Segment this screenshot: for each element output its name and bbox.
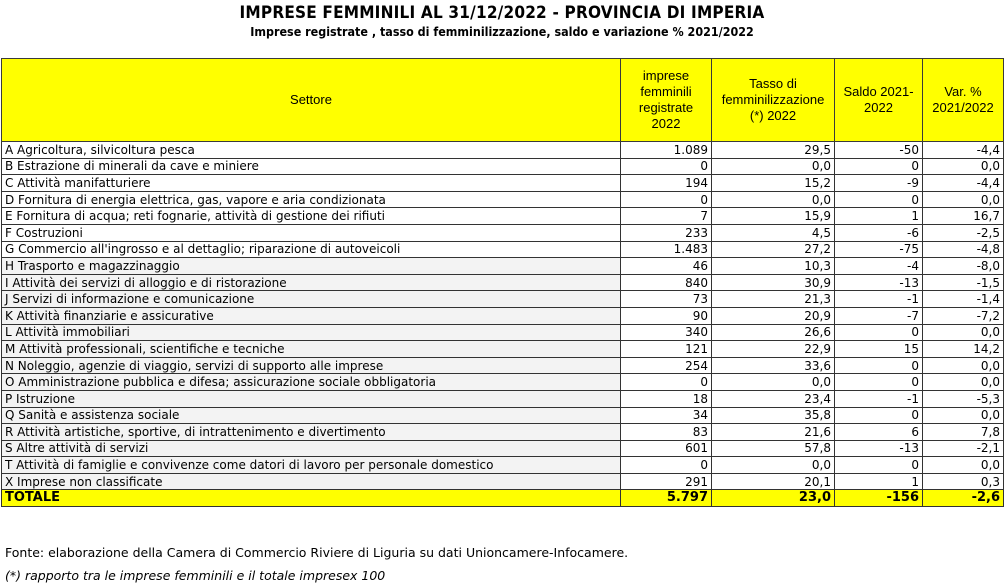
cell-imprese: 0 bbox=[621, 158, 712, 175]
cell-imprese: 1.483 bbox=[621, 241, 712, 258]
page-subtitle: Imprese registrate , tasso di femminilizzazione, saldo e variazione % 2021/2022 bbox=[250, 25, 754, 39]
cell-imprese: 46 bbox=[621, 258, 712, 275]
cell-saldo: -13 bbox=[835, 274, 923, 291]
total-tasso: 23,0 bbox=[712, 490, 835, 507]
table-row bbox=[2, 357, 1004, 374]
cell-settore: P Istruzione bbox=[2, 390, 621, 407]
table-row bbox=[2, 274, 1004, 291]
table-row bbox=[2, 191, 1004, 208]
cell-saldo: -50 bbox=[835, 142, 923, 159]
cell-settore: S Altre attività di servizi bbox=[2, 440, 621, 457]
cell-var: -2,5 bbox=[923, 224, 1004, 241]
table-row bbox=[2, 258, 1004, 275]
cell-saldo: 0 bbox=[835, 191, 923, 208]
cell-var: -4,4 bbox=[923, 175, 1004, 192]
page-title: IMPRESE FEMMINILI AL 31/12/2022 - PROVINCIA DI IMPERIA bbox=[239, 3, 765, 22]
table-row bbox=[2, 390, 1004, 407]
cell-imprese: 0 bbox=[621, 457, 712, 474]
cell-tasso: 0,0 bbox=[712, 191, 835, 208]
cell-imprese: 0 bbox=[621, 374, 712, 391]
cell-saldo: 0 bbox=[835, 457, 923, 474]
footnote: (*) rapporto tra le imprese femminili e il totale impresex 100 bbox=[5, 568, 386, 583]
cell-imprese: 0 bbox=[621, 191, 712, 208]
cell-settore: B Estrazione di minerali da cave e miniere bbox=[2, 158, 621, 175]
cell-tasso: 30,9 bbox=[712, 274, 835, 291]
header-saldo: Saldo 2021-2022 bbox=[835, 59, 923, 142]
cell-saldo: -13 bbox=[835, 440, 923, 457]
table-row bbox=[2, 241, 1004, 258]
table-row bbox=[2, 440, 1004, 457]
cell-tasso: 0,0 bbox=[712, 374, 835, 391]
cell-var: 0,0 bbox=[923, 407, 1004, 424]
cell-var: -4,8 bbox=[923, 241, 1004, 258]
cell-tasso: 21,6 bbox=[712, 424, 835, 441]
cell-saldo: -1 bbox=[835, 291, 923, 308]
cell-tasso: 20,1 bbox=[712, 473, 835, 490]
cell-imprese: 18 bbox=[621, 390, 712, 407]
cell-var: -1,4 bbox=[923, 291, 1004, 308]
cell-tasso: 15,2 bbox=[712, 175, 835, 192]
cell-settore: G Commercio all'ingrosso e al dettaglio; riparazione di autoveicoli bbox=[2, 241, 621, 258]
table-row bbox=[2, 407, 1004, 424]
cell-imprese: 34 bbox=[621, 407, 712, 424]
cell-settore: I Attività dei servizi di alloggio e di ristorazione bbox=[2, 274, 621, 291]
cell-tasso: 4,5 bbox=[712, 224, 835, 241]
cell-tasso: 27,2 bbox=[712, 241, 835, 258]
cell-settore: T Attività di famiglie e convivenze come datori di lavoro per personale domestico bbox=[2, 457, 621, 474]
cell-saldo: 1 bbox=[835, 208, 923, 225]
cell-imprese: 840 bbox=[621, 274, 712, 291]
cell-tasso: 22,9 bbox=[712, 341, 835, 358]
total-row bbox=[2, 490, 1004, 507]
cell-imprese: 194 bbox=[621, 175, 712, 192]
cell-imprese: 1.089 bbox=[621, 142, 712, 159]
cell-imprese: 340 bbox=[621, 324, 712, 341]
cell-var: 0,0 bbox=[923, 374, 1004, 391]
cell-var: -7,2 bbox=[923, 307, 1004, 324]
cell-settore: K Attività finanziarie e assicurative bbox=[2, 307, 621, 324]
cell-imprese: 121 bbox=[621, 341, 712, 358]
cell-imprese: 90 bbox=[621, 307, 712, 324]
cell-var: -2,1 bbox=[923, 440, 1004, 457]
total-label: TOTALE bbox=[2, 490, 621, 507]
cell-imprese: 233 bbox=[621, 224, 712, 241]
cell-tasso: 23,4 bbox=[712, 390, 835, 407]
cell-saldo: 0 bbox=[835, 407, 923, 424]
cell-saldo: 15 bbox=[835, 341, 923, 358]
cell-tasso: 0,0 bbox=[712, 457, 835, 474]
cell-tasso: 20,9 bbox=[712, 307, 835, 324]
header-var: Var. % 2021/2022 bbox=[923, 59, 1004, 142]
total-saldo: -156 bbox=[835, 490, 923, 507]
table-row bbox=[2, 473, 1004, 490]
table-body bbox=[2, 142, 1004, 490]
cell-tasso: 10,3 bbox=[712, 258, 835, 275]
cell-var: 0,3 bbox=[923, 473, 1004, 490]
cell-settore: D Fornitura di energia elettrica, gas, vapore e aria condizionata bbox=[2, 191, 621, 208]
cell-saldo: -4 bbox=[835, 258, 923, 275]
cell-tasso: 29,5 bbox=[712, 142, 835, 159]
cell-var: -8,0 bbox=[923, 258, 1004, 275]
table-row bbox=[2, 175, 1004, 192]
cell-var: -4,4 bbox=[923, 142, 1004, 159]
cell-settore: R Attività artistiche, sportive, di intrattenimento e divertimento bbox=[2, 424, 621, 441]
cell-saldo: 0 bbox=[835, 374, 923, 391]
cell-settore: J Servizi di informazione e comunicazione bbox=[2, 291, 621, 308]
cell-settore: X Imprese non classificate bbox=[2, 473, 621, 490]
cell-saldo: 1 bbox=[835, 473, 923, 490]
cell-saldo: -7 bbox=[835, 307, 923, 324]
cell-settore: C Attività manifatturiere bbox=[2, 175, 621, 192]
cell-var: 0,0 bbox=[923, 324, 1004, 341]
cell-settore: N Noleggio, agenzie di viaggio, servizi di supporto alle imprese bbox=[2, 357, 621, 374]
cell-settore: Q Sanità e assistenza sociale bbox=[2, 407, 621, 424]
cell-settore: F Costruzioni bbox=[2, 224, 621, 241]
header-imprese: imprese femminili registrate 2022 bbox=[621, 59, 712, 142]
cell-var: 0,0 bbox=[923, 357, 1004, 374]
cell-settore: M Attività professionali, scientifiche e tecniche bbox=[2, 341, 621, 358]
cell-var: -1,5 bbox=[923, 274, 1004, 291]
table-row bbox=[2, 457, 1004, 474]
cell-saldo: -6 bbox=[835, 224, 923, 241]
cell-saldo: 6 bbox=[835, 424, 923, 441]
cell-saldo: 0 bbox=[835, 357, 923, 374]
cell-tasso: 21,3 bbox=[712, 291, 835, 308]
cell-tasso: 57,8 bbox=[712, 440, 835, 457]
cell-settore: E Fornitura di acqua; reti fognarie, attività di gestione dei rifiuti bbox=[2, 208, 621, 225]
cell-imprese: 254 bbox=[621, 357, 712, 374]
table-row bbox=[2, 224, 1004, 241]
cell-saldo: -1 bbox=[835, 390, 923, 407]
cell-imprese: 7 bbox=[621, 208, 712, 225]
cell-var: 7,8 bbox=[923, 424, 1004, 441]
table-row bbox=[2, 158, 1004, 175]
cell-tasso: 0,0 bbox=[712, 158, 835, 175]
cell-var: -5,3 bbox=[923, 390, 1004, 407]
cell-tasso: 15,9 bbox=[712, 208, 835, 225]
table-row bbox=[2, 341, 1004, 358]
table-row bbox=[2, 291, 1004, 308]
cell-settore: A Agricoltura, silvicoltura pesca bbox=[2, 142, 621, 159]
cell-var: 0,0 bbox=[923, 191, 1004, 208]
table-row bbox=[2, 424, 1004, 441]
cell-imprese: 73 bbox=[621, 291, 712, 308]
table-row bbox=[2, 142, 1004, 159]
cell-tasso: 33,6 bbox=[712, 357, 835, 374]
data-table bbox=[1, 58, 1004, 507]
cell-saldo: -9 bbox=[835, 175, 923, 192]
table-row bbox=[2, 208, 1004, 225]
cell-saldo: 0 bbox=[835, 324, 923, 341]
cell-tasso: 26,6 bbox=[712, 324, 835, 341]
source-note: Fonte: elaborazione della Camera di Commercio Riviere di Liguria su dati Unioncamere-Infocamere. bbox=[5, 545, 629, 560]
cell-var: 0,0 bbox=[923, 457, 1004, 474]
cell-settore: H Trasporto e magazzinaggio bbox=[2, 258, 621, 275]
header-tasso: Tasso di femminilizzazione (*) 2022 bbox=[712, 59, 835, 142]
cell-imprese: 291 bbox=[621, 473, 712, 490]
table-row bbox=[2, 374, 1004, 391]
table-row bbox=[2, 307, 1004, 324]
header-settore: Settore bbox=[2, 59, 621, 142]
total-var: -2,6 bbox=[923, 490, 1004, 507]
cell-settore: O Amministrazione pubblica e difesa; assicurazione sociale obbligatoria bbox=[2, 374, 621, 391]
cell-saldo: 0 bbox=[835, 158, 923, 175]
cell-var: 16,7 bbox=[923, 208, 1004, 225]
total-imprese: 5.797 bbox=[621, 490, 712, 507]
cell-var: 0,0 bbox=[923, 158, 1004, 175]
cell-imprese: 601 bbox=[621, 440, 712, 457]
cell-settore: L Attività immobiliari bbox=[2, 324, 621, 341]
cell-var: 14,2 bbox=[923, 341, 1004, 358]
header-row bbox=[2, 59, 1004, 142]
table-row bbox=[2, 324, 1004, 341]
cell-tasso: 35,8 bbox=[712, 407, 835, 424]
cell-imprese: 83 bbox=[621, 424, 712, 441]
cell-saldo: -75 bbox=[835, 241, 923, 258]
